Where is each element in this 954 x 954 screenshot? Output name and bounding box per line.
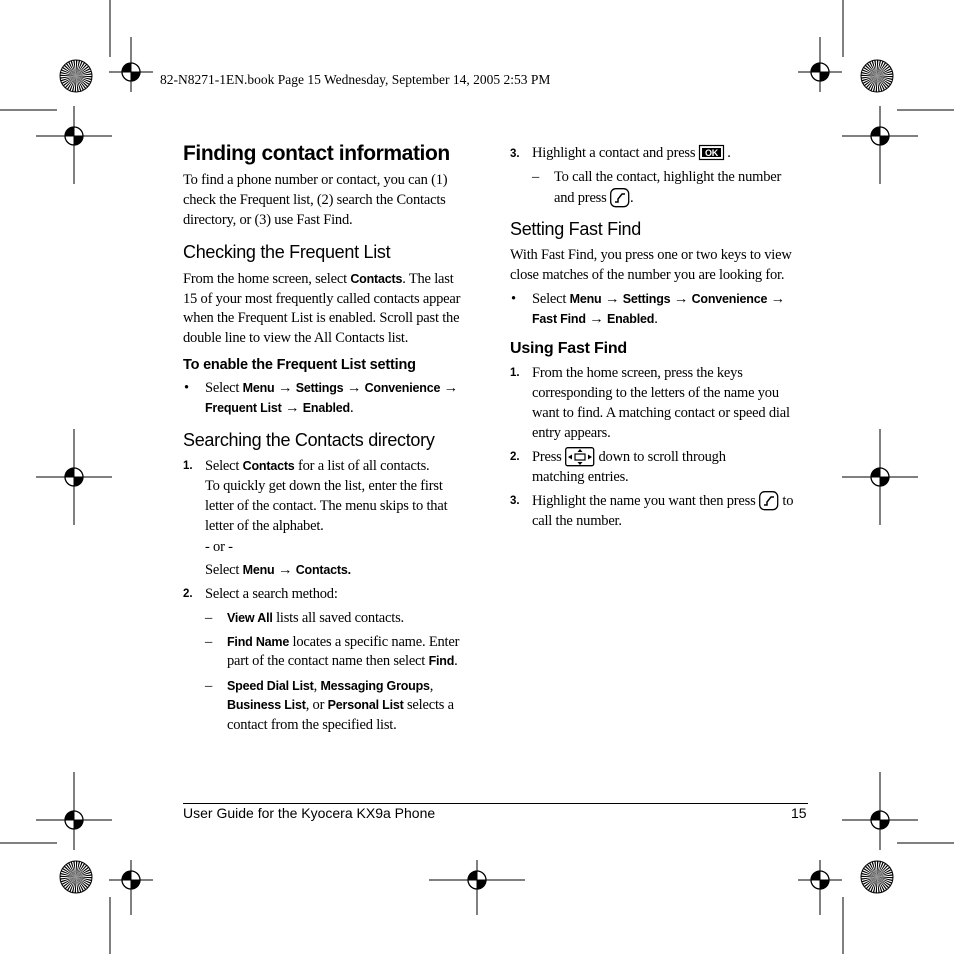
menu-path-line: Frequent List → Enabled.: [205, 400, 354, 416]
step-line: letter of the alphabet.: [205, 518, 324, 534]
step-line: Press down to scroll through: [532, 447, 726, 468]
menu-path-line: Select Menu → Settings → Convenience →: [532, 291, 785, 307]
frequent-line: From the home screen, select Contacts. The last: [183, 271, 454, 287]
registration-crosshair-icon: [842, 772, 918, 850]
footer-guide-title: User Guide for the Kyocera KX9a Phone: [183, 805, 436, 821]
method-lists: contact from the specified list.: [227, 717, 397, 733]
svg-text:OK: OK: [704, 147, 718, 158]
menu-path-line: Select Menu → Settings → Convenience →: [205, 380, 458, 396]
registration-crosshair-icon: [842, 106, 918, 184]
registration-crosshair-icon: [798, 860, 842, 915]
ok-key-icon: [699, 144, 724, 164]
step-line: entry appears.: [532, 425, 611, 441]
bullet-mark: •: [184, 380, 189, 396]
step-number: 3.: [510, 148, 520, 160]
registration-crosshair-icon: [36, 106, 112, 184]
starburst-target-icon: [861, 60, 893, 92]
starburst-target-icon: [60, 861, 92, 893]
subheading-using-fast-find: Using Fast Find: [510, 340, 628, 357]
subheading-enable-frequent: To enable the Frequent List setting: [183, 357, 416, 373]
step-line: call the number.: [532, 513, 622, 529]
print-info-header: 82-N8271-1EN.book Page 15 Wednesday, September 14, 2005 2:53 PM: [160, 72, 551, 87]
fast-find-line: close matches of the number you are looking for.: [510, 267, 785, 283]
step-number: 2.: [510, 451, 520, 463]
page-number: 15: [791, 805, 807, 821]
bullet-mark: •: [511, 291, 516, 307]
intro-line: To find a phone number or contact, you can (1): [183, 172, 448, 188]
intro-line: directory, or (3) use Fast Find.: [183, 212, 353, 228]
method-lists: Speed Dial List, Messaging Groups,: [227, 678, 434, 694]
registration-crosshair-icon: [842, 429, 918, 525]
or-separator: - or -: [205, 539, 233, 555]
step-line: Select a search method:: [205, 586, 338, 602]
step-line: corresponding to the letters of the name you: [532, 385, 779, 401]
step-line: To quickly get down the list, enter the first: [205, 478, 443, 494]
method-find-name: part of the contact name then select Find.: [227, 653, 458, 669]
frequent-line: 15 of your most frequently called contacts appear: [183, 291, 461, 307]
section-heading-searching: Searching the Contacts directory: [183, 430, 435, 450]
page-title: Finding contact information: [183, 142, 450, 165]
step-line: From the home screen, press the keys: [532, 365, 743, 381]
dash-mark: –: [205, 634, 213, 650]
intro-line: check the Frequent list, (2) search the Contacts: [183, 192, 446, 208]
method-lists: Business List, or Personal List selects a: [227, 697, 454, 713]
send-key-icon: [610, 188, 630, 209]
registration-crosshair-icon: [109, 37, 153, 92]
step-number: 2.: [183, 588, 193, 600]
footer-rule: [183, 803, 808, 804]
dash-mark: –: [205, 610, 213, 626]
menu-path-line: Fast Find → Enabled.: [532, 311, 658, 327]
step-number: 3.: [510, 495, 520, 507]
step-line: Highlight a contact and press OK .: [532, 143, 731, 164]
dash-mark: –: [532, 169, 540, 185]
step-line: Select Menu → Contacts.: [205, 562, 351, 578]
section-heading-fast-find: Setting Fast Find: [510, 219, 641, 239]
registration-crosshair-icon: [429, 860, 525, 915]
starburst-target-icon: [861, 861, 893, 893]
step-line: Select Contacts for a list of all contacts.: [205, 458, 430, 474]
step-line: letter of the contact. The menu skips to that: [205, 498, 448, 514]
dash-mark: –: [205, 678, 213, 694]
navigation-key-icon: [565, 447, 595, 468]
method-find-name: Find Name locates a specific name. Enter: [227, 634, 460, 650]
step-number: 1.: [183, 460, 193, 472]
starburst-target-icon: [60, 60, 92, 92]
step-line: matching entries.: [532, 469, 629, 485]
registration-crosshair-icon: [798, 37, 842, 92]
frequent-line: double line to view the All Contacts list.: [183, 330, 409, 346]
registration-crosshair-icon: [36, 429, 112, 525]
step-line: To call the contact, highlight the number: [554, 169, 782, 185]
step-line: want to find. A matching contact or speed dial: [532, 405, 790, 421]
frequent-line: when the Frequent List is enabled. Scroll past the: [183, 310, 460, 326]
step-line: Highlight the name you want then press to: [532, 491, 793, 512]
registration-crosshair-icon: [36, 772, 112, 850]
step-line: and press .: [554, 188, 633, 209]
contacts-menu-label: Contacts: [350, 272, 403, 286]
method-view-all: View All lists all saved contacts.: [227, 610, 404, 626]
send-key-icon: [759, 491, 779, 512]
fast-find-line: With Fast Find, you press one or two keys to view: [510, 247, 792, 263]
registration-crosshair-icon: [109, 860, 153, 915]
step-number: 1.: [510, 367, 520, 379]
section-heading-frequent: Checking the Frequent List: [183, 242, 391, 262]
